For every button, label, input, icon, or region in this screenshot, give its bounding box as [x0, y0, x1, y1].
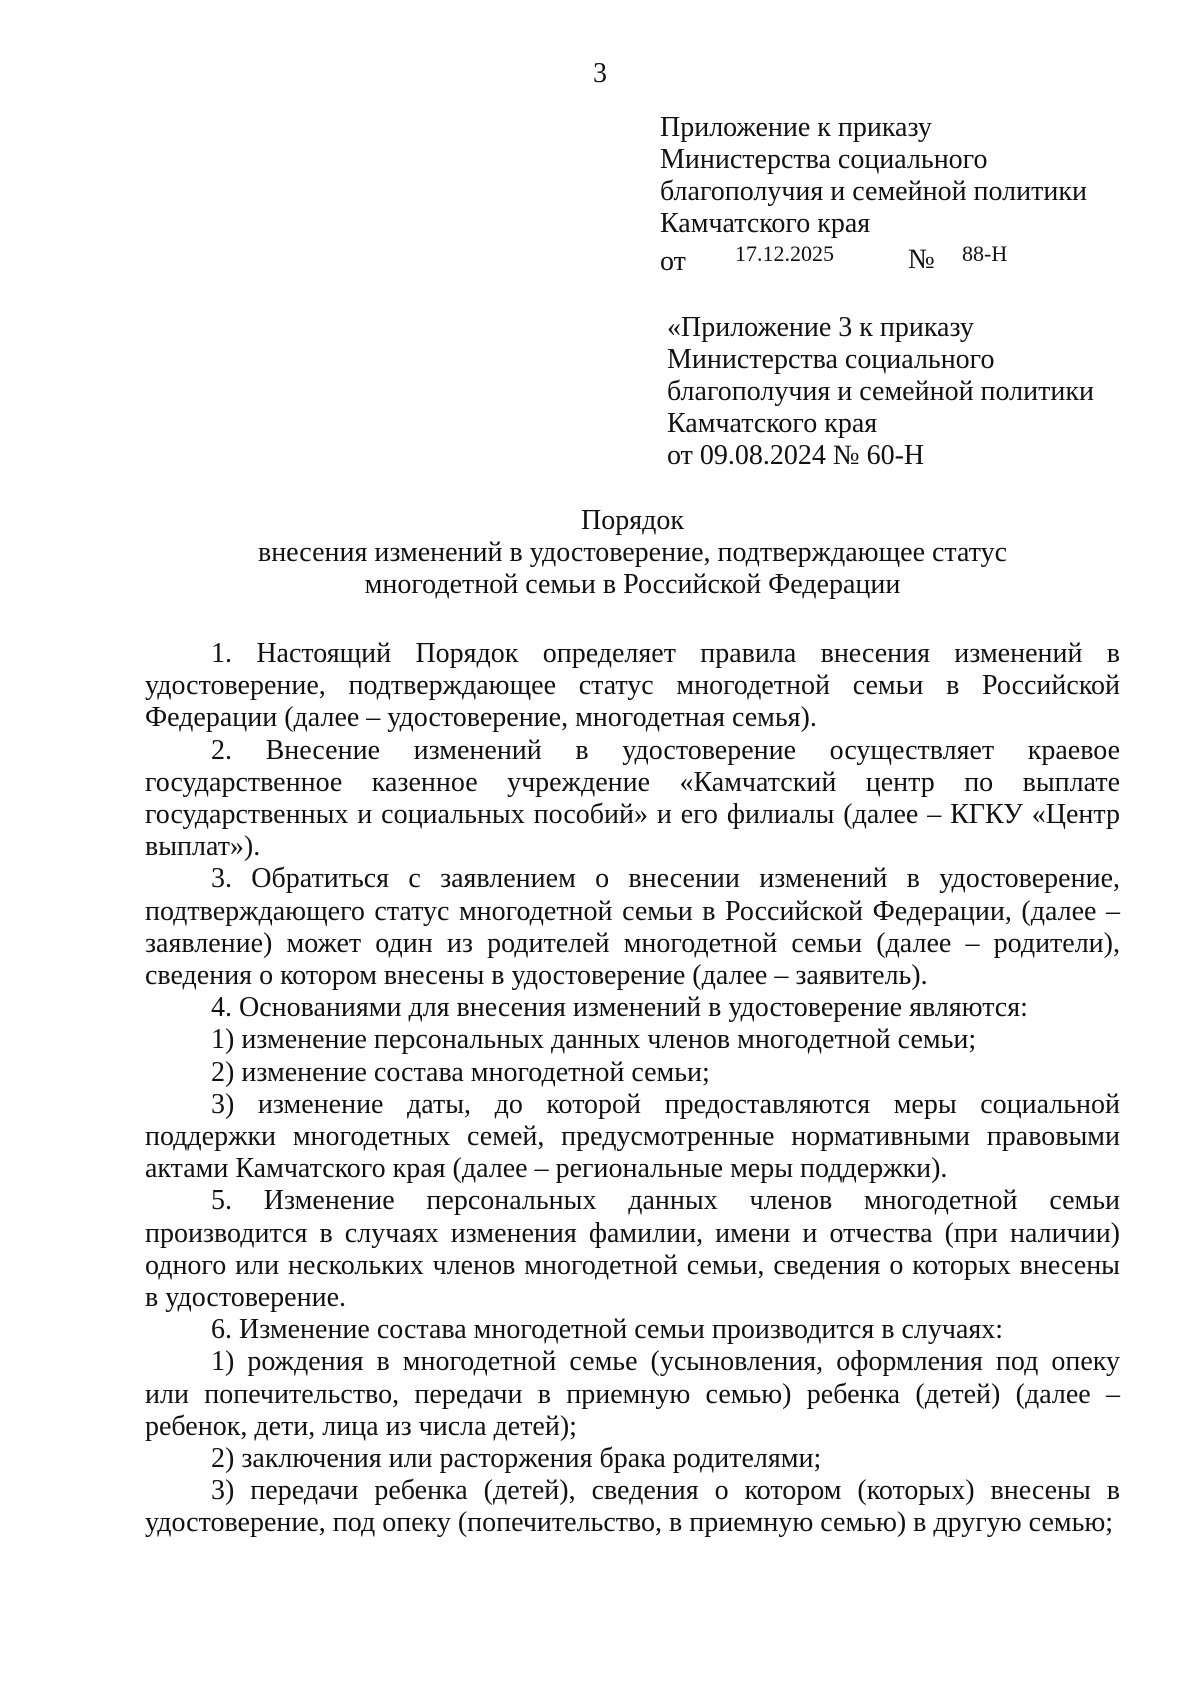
paragraph: 6. Изменение состава многодетной семьи производится в случаях:: [211, 1314, 1004, 1346]
attachment-header-line: благополучия и семейной политики: [660, 176, 1087, 207]
order-date: 17.12.2025: [735, 241, 834, 266]
paragraph: 2. Внесение изменений в удостоверение осуществляет краевое государственное казенное учреждение «Камчатский центр по выплате государственных и социальных пособий» и его филиалы (далее – КГКУ «Центр выплат»).: [145, 734, 1120, 863]
title-line: многодетной семьи в Российской Федерации: [364, 569, 901, 600]
title-line: Порядок: [581, 505, 684, 536]
order-reference: [660, 240, 1087, 276]
order-from-label: от: [660, 246, 686, 277]
paragraph: 5. Изменение персональных данных членов многодетной семьи производится в случаях изменения фамилии, имени и отчества (при наличии) одного или нескольких членов многодетной семьи, сведения о которых внесены в удостоверение.: [145, 1185, 1120, 1314]
quoted-attachment-line: «Приложение 3 к приказу: [667, 312, 974, 343]
order-number: 88-Н: [962, 241, 1008, 266]
paragraph: 2) изменение состава многодетной семьи;: [211, 1056, 710, 1088]
paragraph: 1) рождения в многодетной семье (усыновления, оформления под опеку или попечительство, передачи в приемную семью) ребенка (детей) (далее – ребенок, дети, лица из числа детей);: [145, 1346, 1120, 1442]
paragraph: 3. Обратиться с заявлением о внесении изменений в удостоверение, подтверждающего статус многодетной семьи в Российской Федерации, (далее – заявление) может один из родителей многодетной семьи (далее – родители), сведения о котором внесены в удостоверение (далее – заявитель).: [145, 863, 1120, 992]
attachment-header-line: Приложение к приказу: [660, 112, 932, 143]
paragraph: 1) изменение персональных данных членов многодетной семьи;: [211, 1024, 977, 1056]
page-number: 3: [593, 58, 607, 89]
order-number-sign: №: [908, 244, 935, 275]
quoted-attachment-line: от 09.08.2024 № 60-Н: [667, 440, 925, 471]
quoted-attachment-header: [667, 312, 1094, 472]
quoted-attachment-line: Камчатского края: [667, 408, 878, 439]
title-line: внесения изменений в удостоверение, подтверждающее статус: [257, 537, 1008, 568]
document-title: [145, 505, 1120, 601]
document-body: [145, 638, 1120, 1540]
attachment-header: [660, 112, 1087, 276]
paragraph: 3) передачи ребенка (детей), сведения о котором (которых) внесены в удостоверение, под опеку (попечительство, в приемную семью) в другую семью;: [145, 1475, 1120, 1539]
quoted-attachment-line: благополучия и семейной политики: [667, 376, 1094, 407]
paragraph: 3) изменение даты, до которой предоставляются меры социальной поддержки многодетных семей, предусмотренные нормативными правовыми актами Камчатского края (далее – региональные меры поддержки).: [145, 1088, 1120, 1185]
paragraph: 1. Настоящий Порядок определяет правила внесения изменений в удостоверение, подтверждающее статус многодетной семьи в Российской Федерации (далее – удостоверение, многодетная семья).: [145, 638, 1120, 734]
attachment-header-line: Министерства социального: [660, 144, 988, 175]
quoted-attachment-line: Министерства социального: [667, 344, 995, 375]
paragraph: 4. Основаниями для внесения изменений в удостоверение являются:: [211, 992, 1028, 1024]
paragraph: 2) заключения или расторжения брака родителями;: [211, 1443, 822, 1475]
attachment-header-line: Камчатского края: [660, 208, 871, 239]
